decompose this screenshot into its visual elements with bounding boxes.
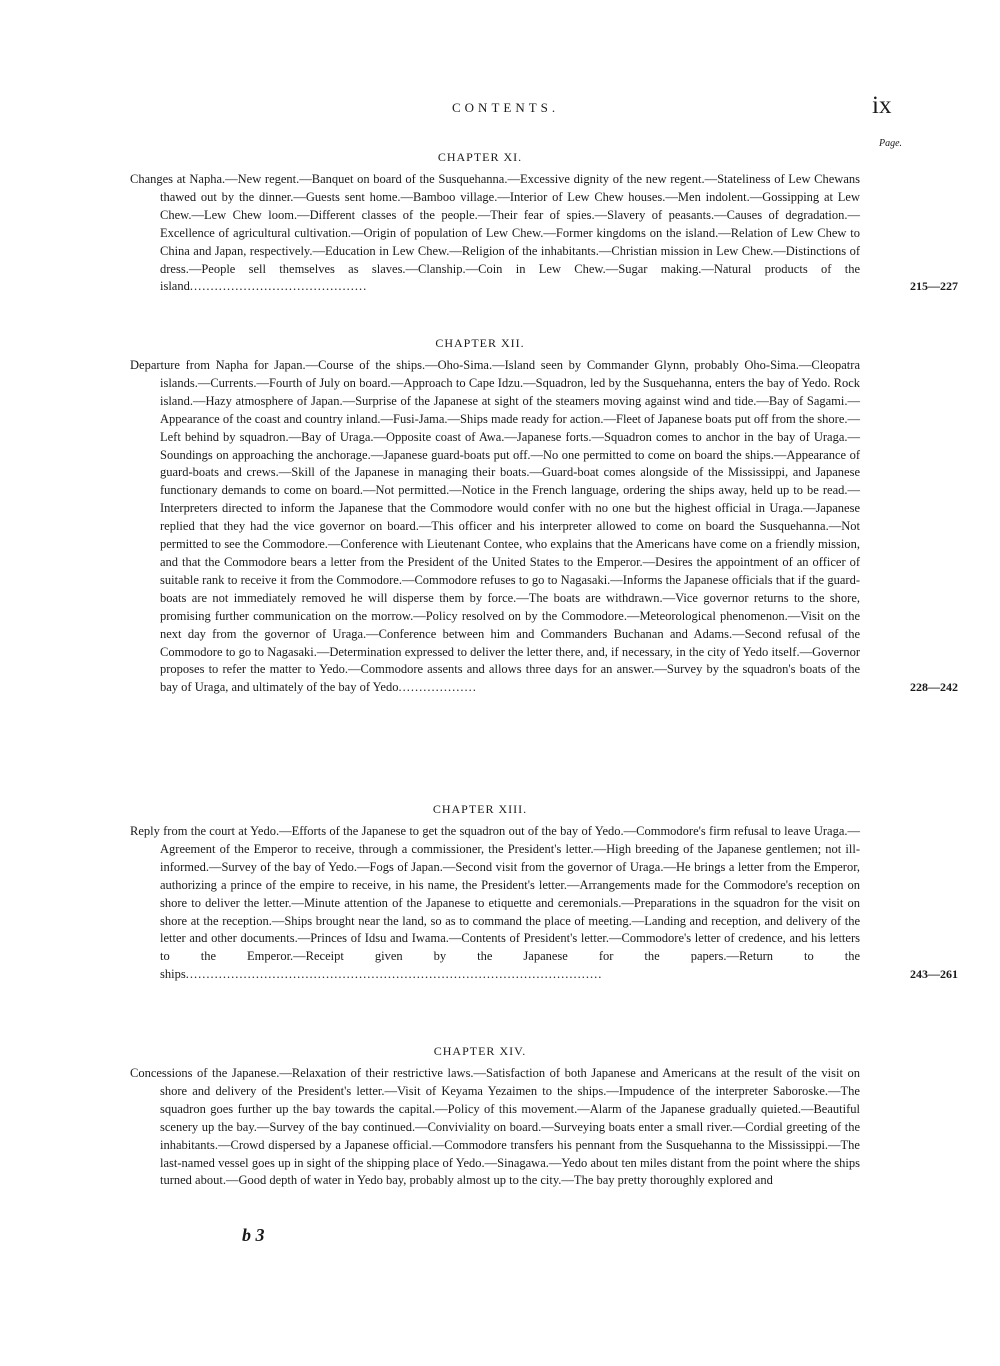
chapter-heading: CHAPTER XII. bbox=[435, 336, 525, 350]
page-column-label: Page. bbox=[879, 138, 903, 149]
dot-leaders: ..................................................................................................... bbox=[185, 967, 603, 982]
page-range: 243—261 bbox=[910, 967, 958, 982]
summary-text: Concessions of the Japanese.—Relaxation of their restrictive laws.—Satisfaction of both Japanese and Americans at the result of the visit on shore and delivery of the President's letter.—Visit of Keyama Yezaimen to the ships.—Impudence of the interpreter Saboroske.—The squadron goes further up the bay towards the capital.—Policy of this movement.—Alarm of the Japanese gradually quieted.—Beautiful scenery up the bay.—Survey of the bay continued.—Conviviality on board.—Surveying boats enter a small river.—Cordial greeting of the inhabitants.—Crowd dispersed by a Japanese official.—Commodore transfers his pennant from the Susquehanna to the Mississippi.—The last-named vessel goes up in sight of the shipping place of Yedo.—Sinagawa.—Yedo about ten miles distant from the point where the ships turned about.—Good depth of water in Yedo bay, probably almost up to the city.—The bay pretty thoroughly explored and bbox=[130, 1066, 860, 1188]
dot-leaders: ................... bbox=[398, 680, 477, 695]
chapter-summary bbox=[130, 1065, 860, 1190]
page-range: 228—242 bbox=[910, 680, 958, 695]
signature-mark: b 3 bbox=[242, 1225, 265, 1245]
summary-text: Departure from Napha for Japan.—Course of the ships.—Oho-Sima.—Island seen by Commander Glynn, probably Oho-Sima.—Cleopatra islands.—Currents.—Fourth of July on board.—Approach to Cape Idzu.—Squadron, led by the Susquehanna, enters the bay of Yedo. Rock island.—Hazy atmosphere of Japan.—Surprise of the Japanese at sight of the steamers moving against wind and tide.—Bay of Sagami.—Appearance of the coast and country inland.—Fusi-Jama.—Ships made ready for action.—Fleet of Japanese boats put off from the shore.—Left behind by squadron.—Bay of Uraga.—Opposite coast of Awa.—Japanese forts.—Squadron comes to anchor in the bay of Uraga.—Soundings on approaching the anchorage.—Japanese guard-boats put off.—No one permitted to come on board the ships.—Appearance of guard-boats and crews.—Skill of the Japanese in managing their boats.—Guard-boat comes alongside of the Mississippi, and Japanese functionary demands to come on board.—Not permitted.—Notice in the French language, ordering the ships away, held up to be read.—Interpreters directed to inform the Japanese that the Commodore would confer with no one but the highest official in Uraga.—Japanese replied that they had the vice governor on board.—This officer and his interpreter allowed to come on board the Susquehanna.—Not permitted to see the Commodore.—Conference with Lieutenant Contee, who explains that the Americans have come on a friendly mission, and that the Commodore bears a letter from the President of the United States to the Emperor.—Desires the appointment of an officer of suitable rank to receive it from the Commodore.—Commodore refuses to go to Nagasaki.—Informs the Japanese officials that if the guard-boats are not immediately removed he will disperse them by force.—The boats are withdrawn.—Vice governor returns to the shore, promising further communication on the morrow.—Policy resolved on by the Commodore.—Meteorological phenomenon.—Visit on the next day from the governor of Uraga.—Conference between him and Commanders Buchanan and Adams.—Second refusal of the Commodore to go to Nagasaki.—Determination expressed to deliver the letter there, and, if necessary, in the city of Yedo itself.—Governor proposes to refer the matter to Yedo.—Commodore assents and allows three days for an answer.—Survey by the squadron's boats of the bay of Uraga, and ultimately of the bay of Yedo bbox=[130, 358, 860, 695]
chapter-heading: CHAPTER XIII. bbox=[432, 802, 528, 816]
chapter-summary bbox=[130, 171, 958, 296]
chapter-summary bbox=[130, 357, 958, 697]
chapter-xiv bbox=[130, 1044, 900, 1190]
chapter-summary bbox=[130, 823, 958, 984]
running-title: CONTENTS. bbox=[452, 100, 560, 115]
chapter-heading: CHAPTER XIV. bbox=[433, 1044, 527, 1058]
chapter-heading: CHAPTER XI. bbox=[437, 150, 523, 164]
page-range: 215—227 bbox=[910, 279, 958, 294]
dot-leaders: ........................................... bbox=[189, 279, 368, 294]
summary-text: Changes at Napha.—New regent.—Banquet on board of the Susquehanna.—Excessive dignity of the new regent.—Stateliness of Lew Chewans thawed out by the dinner.—Guests sent home.—Bamboo village.—Interior of Lew Chew houses.—Men indolent.—Gossipping at Lew Chew.—Lew Chew loom.—Different classes of the people.—Their fear of spies.—Slavery of peasants.—Causes of degradation.—Excellence of agricultural cultivation.—Origin of population of Lew Chew.—Former kingdoms on the island.—Relation of Lew Chew to China and Japan, respectively.—Education in Lew Chew.—Religion of the inhabitants.—Christian mission in Lew Chew.—Distinctions of dress.—People sell themselves as slaves.—Clanship.—Coin in Lew Chew.—Sugar making.—Natural products of the island bbox=[130, 172, 860, 294]
chapter-xi bbox=[130, 150, 958, 296]
page-header bbox=[0, 92, 1000, 128]
summary-text: Reply from the court at Yedo.—Efforts of the Japanese to get the squadron out of the bay of Yedo.—Commodore's firm refusal to leave Uraga.—Agreement of the Emperor to receive, through a commissioner, the President's letter.—High breeding of the Japanese gentlemen; not ill-informed.—Survey of the bay of Yedo.—Fogs of Japan.—Second visit from the governor of Uraga.—He brings a letter from the Emperor, authorizing a prince of the empire to receive, in his name, the President's letter.—Arrangements made for the Commodore's reception on shore to deliver the letter.—Minute attention of the Japanese to etiquette and ceremonials.—Preparations in the squadron for the visit on shore at the reception.—Ships brought near the land, so as to command the place of meeting.—Landing and reception, and delivery of the letter and other documents.—Princes of Idsu and Iwama.—Contents of President's letter.—Commodore's letter of credence, and his letters to the Emperor.—Receipt given by the Japanese for the papers.—Return to the ships bbox=[130, 824, 860, 982]
page-number: ix bbox=[872, 92, 892, 119]
chapter-xiii bbox=[130, 802, 958, 984]
chapter-xii bbox=[130, 336, 958, 697]
